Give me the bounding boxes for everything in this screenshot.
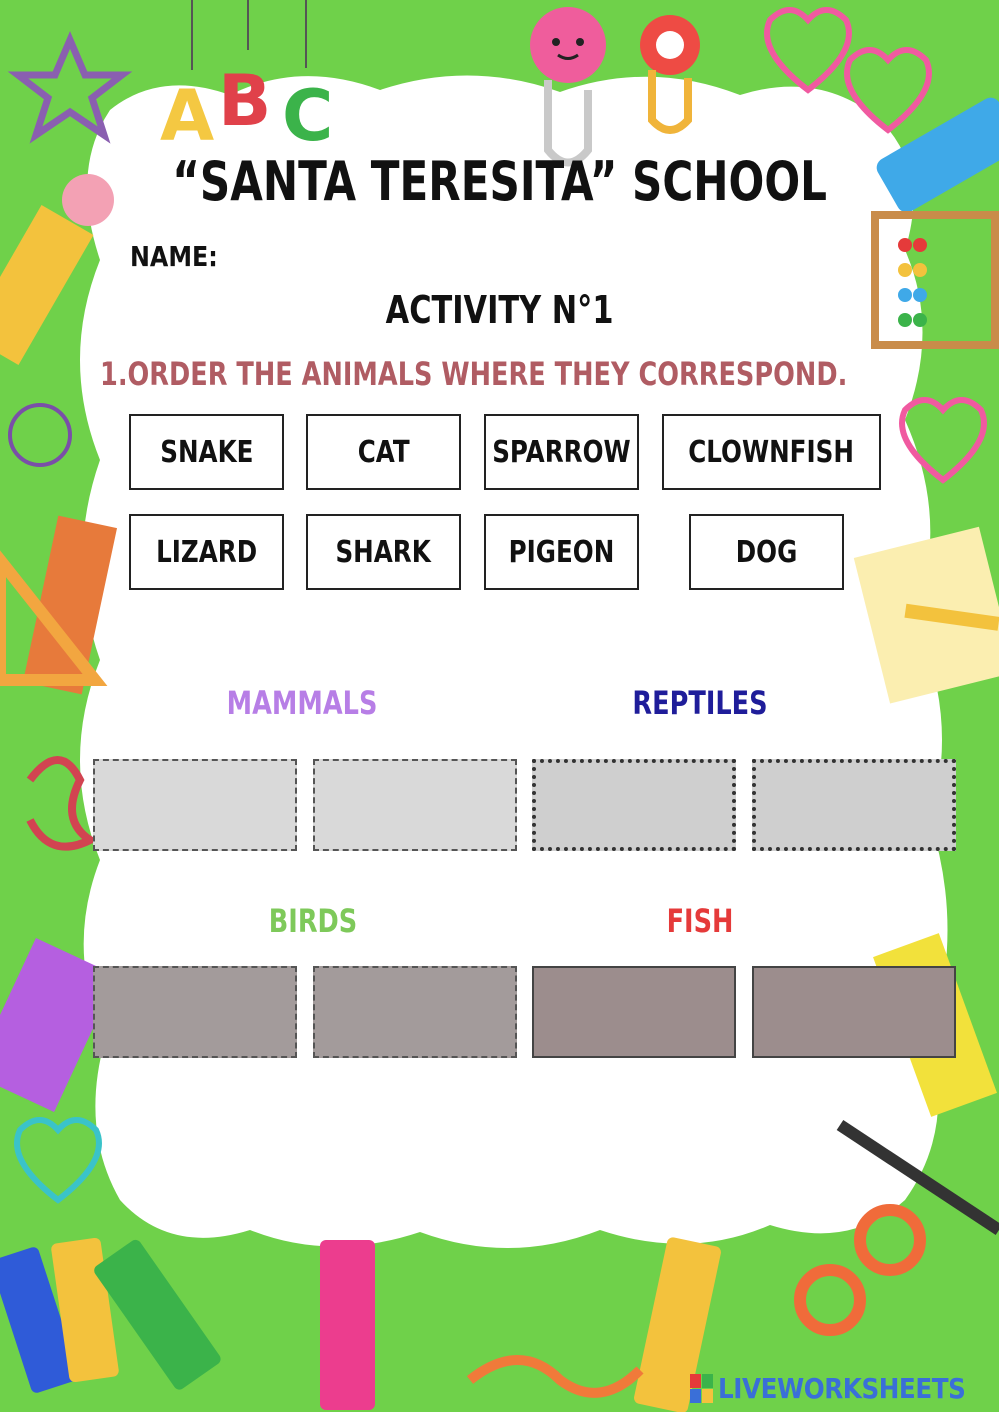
word-card-snake[interactable] — [129, 414, 284, 490]
word-card-clownfish[interactable] — [662, 414, 881, 490]
drop-zone-birds-2[interactable] — [313, 966, 517, 1058]
drop-zone-mammals-1[interactable] — [93, 759, 297, 851]
word-card-label: SPARROW — [492, 434, 631, 470]
word-card-sparrow[interactable] — [484, 414, 639, 490]
word-card-label: SHARK — [335, 534, 432, 570]
drop-zone-reptiles-1[interactable] — [532, 759, 736, 851]
liveworksheets-brand-text: LIVEWORKSHEETS — [718, 1372, 966, 1405]
drop-zone-reptiles-2[interactable] — [752, 759, 956, 851]
liveworksheets-footer[interactable] — [690, 1372, 999, 1405]
word-card-dog[interactable] — [689, 514, 844, 590]
instruction-text: 1.ORDER THE ANIMALS WHERE THEY CORRESPOND. — [100, 355, 848, 393]
liveworksheets-logo-icon — [690, 1374, 714, 1404]
drop-zone-fish-1[interactable] — [532, 966, 736, 1058]
name-label: NAME: — [130, 240, 218, 273]
drop-zone-mammals-2[interactable] — [313, 759, 517, 851]
category-label-reptiles: REPTILES — [632, 684, 768, 722]
drop-zone-fish-2[interactable] — [752, 966, 956, 1058]
word-card-label: CLOWNFISH — [688, 434, 855, 470]
word-card-label: LIZARD — [155, 534, 258, 570]
word-card-cat[interactable] — [306, 414, 461, 490]
school-title: “SANTA TERESITA” SCHOOL — [172, 150, 828, 213]
svg-text:C: C — [282, 75, 334, 157]
drop-zone-birds-1[interactable] — [93, 966, 297, 1058]
word-card-label: PIGEON — [508, 534, 615, 570]
activity-title: ACTIVITY N°1 — [385, 288, 614, 332]
category-label-fish: FISH — [666, 902, 734, 940]
word-card-label: SNAKE — [159, 434, 254, 470]
svg-text:A: A — [160, 75, 215, 157]
word-card-label: DOG — [735, 534, 798, 570]
word-card-label: CAT — [357, 434, 410, 470]
word-card-shark[interactable] — [306, 514, 461, 590]
svg-text:B: B — [218, 60, 272, 142]
word-card-pigeon[interactable] — [484, 514, 639, 590]
category-label-birds: BIRDS — [268, 902, 358, 940]
word-card-lizard[interactable] — [129, 514, 284, 590]
category-label-mammals: MAMMALS — [226, 684, 378, 722]
